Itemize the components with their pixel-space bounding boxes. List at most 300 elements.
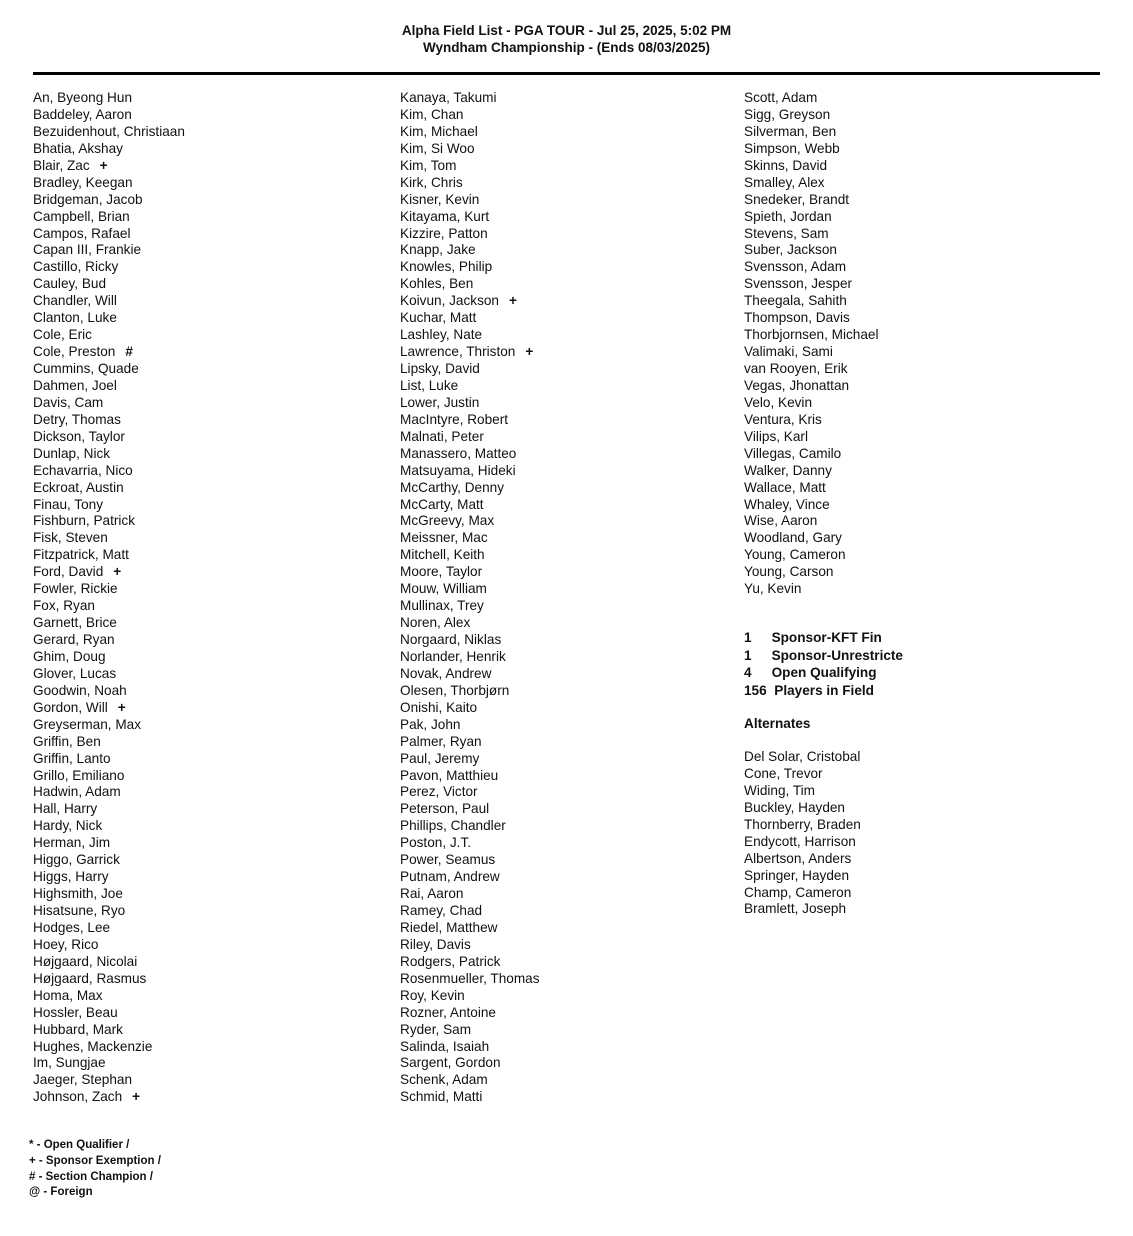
player-name: Snedeker, Brandt bbox=[744, 191, 850, 207]
player-row bbox=[33, 971, 185, 988]
player-name: Bridgeman, Jacob bbox=[33, 191, 143, 207]
player-name: Rozner, Antoine bbox=[400, 1004, 496, 1020]
player-row bbox=[33, 463, 185, 480]
player-row bbox=[33, 175, 185, 192]
player-row bbox=[400, 801, 540, 818]
player-name: Kim, Si Woo bbox=[400, 140, 475, 156]
player-name: Salinda, Isaiah bbox=[400, 1038, 490, 1054]
player-row bbox=[400, 547, 540, 564]
player-column-1 bbox=[33, 90, 185, 1106]
player-row bbox=[400, 480, 540, 497]
player-row bbox=[33, 581, 185, 598]
player-row bbox=[400, 530, 540, 547]
player-name: Dickson, Taylor bbox=[33, 428, 125, 444]
player-row bbox=[400, 768, 540, 785]
alternate-player: Albertson, Anders bbox=[744, 850, 852, 866]
player-row bbox=[400, 175, 540, 192]
player-row bbox=[33, 632, 185, 649]
player-name: Koivun, Jackson bbox=[400, 293, 499, 309]
player-row bbox=[744, 175, 879, 192]
player-name: Valimaki, Sami bbox=[744, 344, 833, 360]
player-name: Dahmen, Joel bbox=[33, 377, 117, 393]
legend-item: * - Open Qualifier / bbox=[29, 1139, 130, 1151]
player-name: Velo, Kevin bbox=[744, 394, 813, 410]
player-name: Kim, Chan bbox=[400, 106, 464, 122]
player-row bbox=[400, 632, 540, 649]
alternate-player: Cone, Trevor bbox=[744, 765, 823, 781]
player-row bbox=[744, 226, 879, 243]
player-row bbox=[33, 1005, 185, 1022]
player-name: Ryder, Sam bbox=[400, 1021, 472, 1037]
player-name: Suber, Jackson bbox=[744, 242, 837, 258]
player-row bbox=[33, 158, 185, 175]
player-name: Fishburn, Patrick bbox=[33, 513, 135, 529]
player-name: Davis, Cam bbox=[33, 394, 104, 410]
player-row bbox=[400, 395, 540, 412]
player-row bbox=[400, 615, 540, 632]
player-name: Ghim, Doug bbox=[33, 648, 106, 664]
alternate-player: Springer, Hayden bbox=[744, 867, 850, 883]
player-row bbox=[400, 429, 540, 446]
player-name: Homa, Max bbox=[33, 987, 103, 1003]
player-row bbox=[744, 158, 879, 175]
player-name: Riedel, Matthew bbox=[400, 919, 498, 935]
player-name: Fowler, Rickie bbox=[33, 581, 118, 597]
player-name: Lawrence, Thriston bbox=[400, 344, 516, 360]
player-row bbox=[400, 158, 540, 175]
player-name: Kitayama, Kurt bbox=[400, 208, 490, 224]
player-row bbox=[33, 361, 185, 378]
player-row bbox=[400, 276, 540, 293]
player-name: Im, Sungjae bbox=[33, 1055, 106, 1071]
player-name: Hughes, Mackenzie bbox=[33, 1038, 153, 1054]
player-name: Manassero, Matteo bbox=[400, 445, 517, 461]
player-name: Campbell, Brian bbox=[33, 208, 130, 224]
player-name: Mitchell, Keith bbox=[400, 547, 485, 563]
player-row bbox=[33, 835, 185, 852]
player-row bbox=[33, 717, 185, 734]
player-name: Lashley, Nate bbox=[400, 327, 483, 343]
player-status-mark: + bbox=[509, 293, 517, 309]
player-row bbox=[400, 1072, 540, 1089]
player-name: Woodland, Gary bbox=[744, 530, 842, 546]
player-row bbox=[400, 683, 540, 700]
player-row bbox=[744, 293, 879, 310]
player-name: Onishi, Kaito bbox=[400, 699, 478, 715]
player-name: Sigg, Greyson bbox=[744, 106, 831, 122]
player-row bbox=[400, 344, 540, 361]
player-row bbox=[400, 666, 540, 683]
player-row bbox=[744, 209, 879, 226]
summary-count: 156 bbox=[744, 682, 767, 698]
player-row bbox=[33, 768, 185, 785]
player-row bbox=[744, 310, 879, 327]
player-name: Fox, Ryan bbox=[33, 598, 95, 614]
alternate-player: Champ, Cameron bbox=[744, 884, 852, 900]
player-name: Cauley, Bud bbox=[33, 276, 107, 292]
player-name: Moore, Taylor bbox=[400, 564, 483, 580]
summary-row bbox=[744, 682, 903, 700]
summary-label: Sponsor-Unrestricte bbox=[771, 647, 903, 663]
legend-item: + - Sponsor Exemption / bbox=[29, 1154, 161, 1167]
player-row bbox=[33, 378, 185, 395]
player-row bbox=[744, 361, 879, 378]
player-row bbox=[400, 835, 540, 852]
player-status-mark: + bbox=[525, 344, 534, 360]
player-row bbox=[744, 378, 879, 395]
player-name: Lipsky, David bbox=[400, 361, 480, 376]
player-name: Bhatia, Akshay bbox=[33, 140, 123, 156]
player-row bbox=[400, 259, 540, 276]
alternate-player: Widing, Tim bbox=[744, 782, 816, 798]
player-name: Young, Cameron bbox=[744, 547, 846, 563]
player-name: Skinns, David bbox=[744, 157, 828, 173]
player-row bbox=[33, 751, 185, 768]
player-name: Silverman, Ben bbox=[744, 123, 837, 139]
player-name: Fitzpatrick, Matt bbox=[33, 547, 129, 563]
player-name: Knowles, Philip bbox=[400, 259, 493, 275]
player-row bbox=[33, 954, 185, 971]
player-name: Hall, Harry bbox=[33, 801, 98, 817]
player-name: Dunlap, Nick bbox=[33, 445, 111, 461]
player-name: Blair, Zac bbox=[33, 157, 90, 173]
player-row bbox=[744, 242, 879, 259]
player-row bbox=[33, 1055, 185, 1072]
summary-row bbox=[744, 647, 903, 665]
player-name: An, Byeong Hun bbox=[33, 90, 132, 105]
player-row bbox=[744, 90, 879, 107]
player-name: Mullinax, Trey bbox=[400, 598, 484, 614]
player-row bbox=[400, 920, 540, 937]
player-name: Kizzire, Patton bbox=[400, 225, 488, 241]
player-row bbox=[400, 310, 540, 327]
player-name: List, Luke bbox=[400, 377, 459, 393]
summary-label: Sponsor-KFT Fin bbox=[771, 630, 882, 645]
player-name: Putnam, Andrew bbox=[400, 869, 500, 885]
legend bbox=[29, 1138, 161, 1201]
player-row bbox=[33, 446, 185, 463]
player-name: Echavarria, Nico bbox=[33, 462, 133, 478]
player-row bbox=[400, 446, 540, 463]
player-row bbox=[400, 818, 540, 835]
player-row bbox=[400, 1089, 540, 1106]
player-row bbox=[400, 90, 540, 107]
summary-label: Open Qualifying bbox=[771, 665, 877, 680]
summary-label: Players in Field bbox=[774, 682, 874, 698]
player-row bbox=[33, 513, 185, 530]
player-row bbox=[400, 124, 540, 141]
player-row bbox=[33, 564, 185, 581]
player-row bbox=[744, 276, 879, 293]
player-name: Spieth, Jordan bbox=[744, 208, 832, 224]
player-name: Yu, Kevin bbox=[744, 581, 802, 597]
player-row bbox=[744, 446, 879, 463]
player-name: Higgs, Harry bbox=[33, 869, 109, 885]
player-row bbox=[33, 395, 185, 412]
player-name: Kuchar, Matt bbox=[400, 310, 477, 326]
player-row bbox=[400, 1005, 540, 1022]
player-name: Thompson, Davis bbox=[744, 310, 850, 326]
player-name: Baddeley, Aaron bbox=[33, 106, 132, 122]
player-row bbox=[33, 700, 185, 717]
alternate-player: Bramlett, Joseph bbox=[744, 901, 846, 917]
player-name: Norgaard, Niklas bbox=[400, 632, 502, 647]
player-row bbox=[400, 564, 540, 581]
player-name: Walker, Danny bbox=[744, 462, 832, 478]
player-row bbox=[744, 547, 879, 564]
player-name: Norlander, Henrik bbox=[400, 648, 506, 664]
player-row bbox=[33, 497, 185, 514]
player-name: Svensson, Jesper bbox=[744, 276, 853, 292]
player-row bbox=[744, 564, 879, 581]
alternate-player: Endycott, Harrison bbox=[744, 833, 856, 849]
player-row bbox=[33, 209, 185, 226]
player-row bbox=[400, 598, 540, 615]
player-row bbox=[33, 530, 185, 547]
player-row bbox=[33, 310, 185, 327]
player-row bbox=[33, 784, 185, 801]
player-name: Detry, Thomas bbox=[33, 411, 121, 427]
player-row bbox=[33, 344, 185, 361]
player-name: Rodgers, Patrick bbox=[400, 953, 501, 969]
player-name: Bezuidenhout, Christiaan bbox=[33, 123, 185, 139]
player-row bbox=[400, 869, 540, 886]
player-name: Rosenmueller, Thomas bbox=[400, 970, 540, 986]
player-name: Cummins, Quade bbox=[33, 361, 139, 376]
player-row bbox=[33, 818, 185, 835]
player-name: Campos, Rafael bbox=[33, 225, 131, 241]
player-row bbox=[400, 463, 540, 480]
player-row bbox=[33, 903, 185, 920]
player-row bbox=[33, 598, 185, 615]
summary-row bbox=[744, 664, 903, 682]
player-row bbox=[33, 683, 185, 700]
player-row bbox=[400, 954, 540, 971]
player-name: Pak, John bbox=[400, 716, 461, 732]
player-name: Eckroat, Austin bbox=[33, 479, 124, 495]
player-row bbox=[400, 1039, 540, 1056]
player-row bbox=[33, 192, 185, 209]
player-name: McGreevy, Max bbox=[400, 513, 495, 529]
player-row bbox=[744, 141, 879, 158]
player-row bbox=[33, 920, 185, 937]
player-row bbox=[33, 666, 185, 683]
player-row bbox=[744, 344, 879, 361]
legend-item: # - Section Champion / bbox=[29, 1170, 153, 1183]
player-name: Palmer, Ryan bbox=[400, 733, 482, 749]
player-name: Hisatsune, Ryo bbox=[33, 903, 126, 918]
player-row bbox=[400, 903, 540, 920]
player-row bbox=[400, 649, 540, 666]
player-row bbox=[33, 327, 185, 344]
player-row bbox=[744, 107, 879, 124]
player-name: Kirk, Chris bbox=[400, 174, 463, 190]
player-status-mark: # bbox=[125, 344, 133, 360]
player-row bbox=[33, 1072, 185, 1089]
player-row bbox=[400, 226, 540, 243]
player-name: Peterson, Paul bbox=[400, 801, 490, 817]
player-row bbox=[33, 937, 185, 954]
player-status-mark: + bbox=[113, 564, 122, 580]
player-name: Stevens, Sam bbox=[744, 225, 829, 241]
player-row bbox=[400, 734, 540, 751]
player-name: Kanaya, Takumi bbox=[400, 90, 497, 105]
player-row bbox=[744, 192, 879, 209]
player-row bbox=[400, 852, 540, 869]
player-status-mark: + bbox=[99, 157, 108, 173]
player-name: Meissner, Mac bbox=[400, 530, 488, 546]
player-name: Ford, David bbox=[33, 564, 104, 580]
player-name: Finau, Tony bbox=[33, 496, 104, 512]
player-name: Højgaard, Nicolai bbox=[33, 953, 138, 969]
summary-row bbox=[744, 629, 903, 647]
player-name: Theegala, Sahith bbox=[744, 293, 847, 309]
player-name: Kim, Tom bbox=[400, 157, 457, 173]
player-name: Knapp, Jake bbox=[400, 242, 476, 258]
player-name: Simpson, Webb bbox=[744, 140, 840, 156]
player-row bbox=[400, 293, 540, 310]
player-name: Smalley, Alex bbox=[744, 174, 825, 190]
player-name: Rai, Aaron bbox=[400, 886, 464, 902]
player-name: Power, Seamus bbox=[400, 852, 496, 868]
player-row bbox=[33, 226, 185, 243]
player-name: Schenk, Adam bbox=[400, 1072, 488, 1088]
player-name: Ramey, Chad bbox=[400, 903, 483, 918]
header-divider bbox=[33, 72, 1100, 75]
player-row bbox=[33, 734, 185, 751]
player-name: Castillo, Ricky bbox=[33, 259, 119, 275]
player-name: Olesen, Thorbjørn bbox=[400, 682, 510, 698]
player-name: Greyserman, Max bbox=[33, 716, 142, 732]
player-row bbox=[33, 124, 185, 141]
player-row bbox=[400, 141, 540, 158]
player-name: Garnett, Brice bbox=[33, 615, 117, 631]
player-name: Whaley, Vince bbox=[744, 496, 830, 512]
player-name: Matsuyama, Hideki bbox=[400, 462, 516, 478]
player-row bbox=[400, 751, 540, 768]
player-name: Perez, Victor bbox=[400, 784, 478, 800]
player-row bbox=[33, 615, 185, 632]
player-name: Mouw, William bbox=[400, 581, 487, 597]
player-name: Hardy, Nick bbox=[33, 818, 103, 834]
player-name: Jaeger, Stephan bbox=[33, 1072, 133, 1088]
player-row bbox=[400, 784, 540, 801]
player-name: Noren, Alex bbox=[400, 615, 471, 631]
player-column-3 bbox=[744, 90, 879, 598]
player-row bbox=[744, 259, 879, 276]
player-row bbox=[33, 141, 185, 158]
player-name: Kisner, Kevin bbox=[400, 191, 480, 207]
player-row bbox=[400, 497, 540, 514]
player-name: Griffin, Ben bbox=[33, 733, 101, 749]
player-name: Svensson, Adam bbox=[744, 259, 847, 275]
player-row bbox=[744, 480, 879, 497]
player-name: Young, Carson bbox=[744, 564, 834, 580]
alternate-player: Buckley, Hayden bbox=[744, 799, 845, 815]
player-row bbox=[400, 581, 540, 598]
player-row bbox=[400, 192, 540, 209]
player-name: Cole, Preston bbox=[33, 344, 116, 360]
player-row bbox=[33, 242, 185, 259]
player-name: Goodwin, Noah bbox=[33, 682, 127, 698]
player-name: Bradley, Keegan bbox=[33, 174, 133, 190]
player-row bbox=[400, 209, 540, 226]
player-name: Cole, Eric bbox=[33, 327, 92, 343]
player-name: Phillips, Chandler bbox=[400, 818, 506, 834]
player-name: Johnson, Zach bbox=[33, 1089, 123, 1105]
player-status-mark: + bbox=[132, 1089, 141, 1105]
player-name: Paul, Jeremy bbox=[400, 750, 480, 766]
player-row bbox=[400, 242, 540, 259]
player-name: Higgo, Garrick bbox=[33, 852, 120, 868]
player-name: MacIntyre, Robert bbox=[400, 411, 509, 427]
player-row bbox=[33, 1022, 185, 1039]
player-row bbox=[33, 480, 185, 497]
player-name: McCarthy, Denny bbox=[400, 479, 504, 495]
document-header bbox=[0, 22, 1133, 56]
player-row bbox=[33, 801, 185, 818]
player-name: Villegas, Camilo bbox=[744, 445, 842, 461]
player-row bbox=[33, 259, 185, 276]
player-row bbox=[33, 988, 185, 1005]
player-row bbox=[400, 1055, 540, 1072]
player-row bbox=[744, 581, 879, 598]
player-name: Wise, Aaron bbox=[744, 513, 818, 529]
player-name: Hodges, Lee bbox=[33, 919, 111, 935]
player-name: Highsmith, Joe bbox=[33, 886, 123, 902]
player-name: Hossler, Beau bbox=[33, 1004, 118, 1020]
player-name: McCarty, Matt bbox=[400, 496, 484, 512]
player-row bbox=[744, 412, 879, 429]
player-row bbox=[400, 700, 540, 717]
player-row bbox=[33, 276, 185, 293]
player-name: Gerard, Ryan bbox=[33, 632, 115, 647]
player-name: Kohles, Ben bbox=[400, 276, 474, 292]
player-name: Hubbard, Mark bbox=[33, 1021, 123, 1037]
player-name: Chandler, Will bbox=[33, 293, 117, 309]
player-name: Clanton, Luke bbox=[33, 310, 117, 326]
player-row bbox=[400, 937, 540, 954]
player-row bbox=[33, 649, 185, 666]
player-name: Wallace, Matt bbox=[744, 479, 826, 495]
player-name: Capan III, Frankie bbox=[33, 242, 142, 258]
player-column-2 bbox=[400, 90, 540, 1106]
player-row bbox=[33, 293, 185, 310]
player-name: Riley, Davis bbox=[400, 936, 471, 952]
player-row bbox=[744, 463, 879, 480]
player-row bbox=[33, 852, 185, 869]
player-name: Kim, Michael bbox=[400, 123, 478, 139]
summary-count: 4 bbox=[744, 665, 752, 680]
legend-item: @ - Foreign bbox=[29, 1186, 93, 1199]
player-row bbox=[744, 497, 879, 514]
player-row bbox=[33, 886, 185, 903]
player-name: Gordon, Will bbox=[33, 699, 108, 715]
player-name: Griffin, Lanto bbox=[33, 750, 111, 766]
player-name: Scott, Adam bbox=[744, 90, 818, 105]
player-row bbox=[400, 886, 540, 903]
player-row bbox=[744, 530, 879, 547]
player-name: Sargent, Gordon bbox=[400, 1055, 501, 1071]
document-title: Alpha Field List - PGA TOUR - Jul 25, 2025, 5:02 PM bbox=[401, 23, 732, 38]
player-row bbox=[400, 107, 540, 124]
player-name: Schmid, Matti bbox=[400, 1089, 483, 1105]
alternate-player: Del Solar, Cristobal bbox=[744, 749, 861, 764]
player-name: Malnati, Peter bbox=[400, 428, 484, 444]
player-row bbox=[33, 429, 185, 446]
player-name: Poston, J.T. bbox=[400, 835, 472, 851]
player-name: Lower, Justin bbox=[400, 394, 480, 410]
